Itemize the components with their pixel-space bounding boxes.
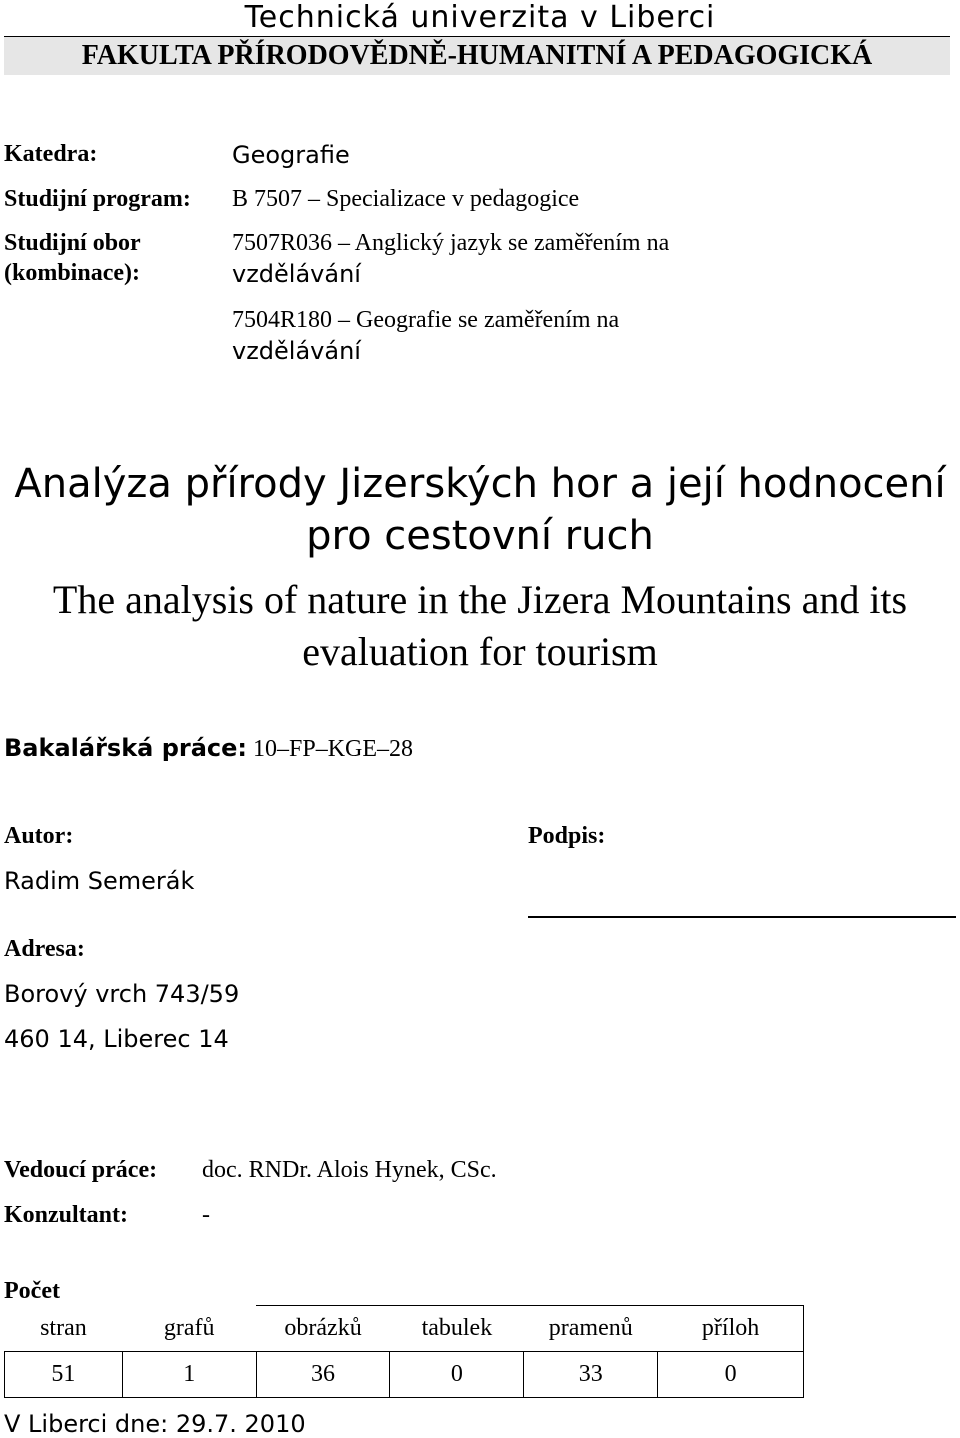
obor-2-line1: 7504R180 – Geografie se zaměřením na xyxy=(232,307,620,333)
counts-value-cell: 0 xyxy=(658,1352,804,1398)
program-value: B 7507 – Specializace v pedagogice xyxy=(232,186,580,212)
counts-table xyxy=(4,1306,804,1398)
thesis-number: 10–FP–KGE–28 xyxy=(253,736,414,762)
address-line2: 460 14, Liberec 14 xyxy=(4,1025,229,1053)
counts-header-cell: tabulek xyxy=(390,1306,524,1352)
counts-value-cell: 36 xyxy=(256,1352,390,1398)
counts-header-cell: pramenů xyxy=(524,1306,658,1352)
obor-2-line2: vzdělávání xyxy=(232,337,361,365)
counts-value-cell: 51 xyxy=(5,1352,123,1398)
consultant-label: Konzultant: xyxy=(4,1202,129,1228)
counts-header-cell: příloh xyxy=(658,1306,804,1352)
address-label: Adresa: xyxy=(4,936,85,962)
counts-label: Počet xyxy=(4,1278,60,1304)
place-date: V Liberci dne: 29.7. 2010 xyxy=(4,1410,306,1438)
consultant-value: - xyxy=(202,1202,210,1228)
obor-label-line1: Studijní obor xyxy=(4,230,141,256)
university-name: Technická univerzita v Liberci xyxy=(244,0,716,35)
counts-header-cell: stran xyxy=(5,1306,123,1352)
thesis-number-line xyxy=(4,734,413,763)
thesis-title-english: The analysis of nature in the Jizera Mountains and its evaluation for tourism xyxy=(52,577,908,674)
signature-line xyxy=(528,916,956,918)
supervisor-value: doc. RNDr. Alois Hynek, CSc. xyxy=(202,1157,497,1183)
katedra-label: Katedra: xyxy=(4,141,98,167)
obor-1-line2: vzdělávání xyxy=(232,260,361,288)
address-line1: Borový vrch 743/59 xyxy=(4,980,240,1008)
counts-value-row xyxy=(5,1352,804,1398)
author-label: Autor: xyxy=(4,823,74,849)
counts-value-cell: 0 xyxy=(390,1352,524,1398)
author-name: Radim Semerák xyxy=(4,867,195,895)
obor-1-line1: 7507R036 – Anglický jazyk se zaměřením na xyxy=(232,230,670,256)
counts-header-cell: grafů xyxy=(122,1306,256,1352)
thesis-title-czech: Analýza přírody Jizerských hor a její hodnocení pro cestovní ruch xyxy=(14,461,946,559)
counts-value-cell: 33 xyxy=(524,1352,658,1398)
faculty-name: FAKULTA PŘÍRODOVĚDNĚ-HUMANITNÍ A PEDAGOGICKÁ xyxy=(81,40,873,71)
thesis-label: Bakalářská práce: xyxy=(4,734,248,762)
program-label: Studijní program: xyxy=(4,186,191,212)
obor-label-line2: (kombinace): xyxy=(4,260,140,286)
supervisor-label: Vedoucí práce: xyxy=(4,1157,158,1183)
signature-label: Podpis: xyxy=(528,823,606,849)
katedra-value: Geografie xyxy=(232,141,350,169)
counts-header-row xyxy=(5,1306,804,1352)
counts-value-cell: 1 xyxy=(122,1352,256,1398)
counts-header-cell: obrázků xyxy=(256,1306,390,1352)
